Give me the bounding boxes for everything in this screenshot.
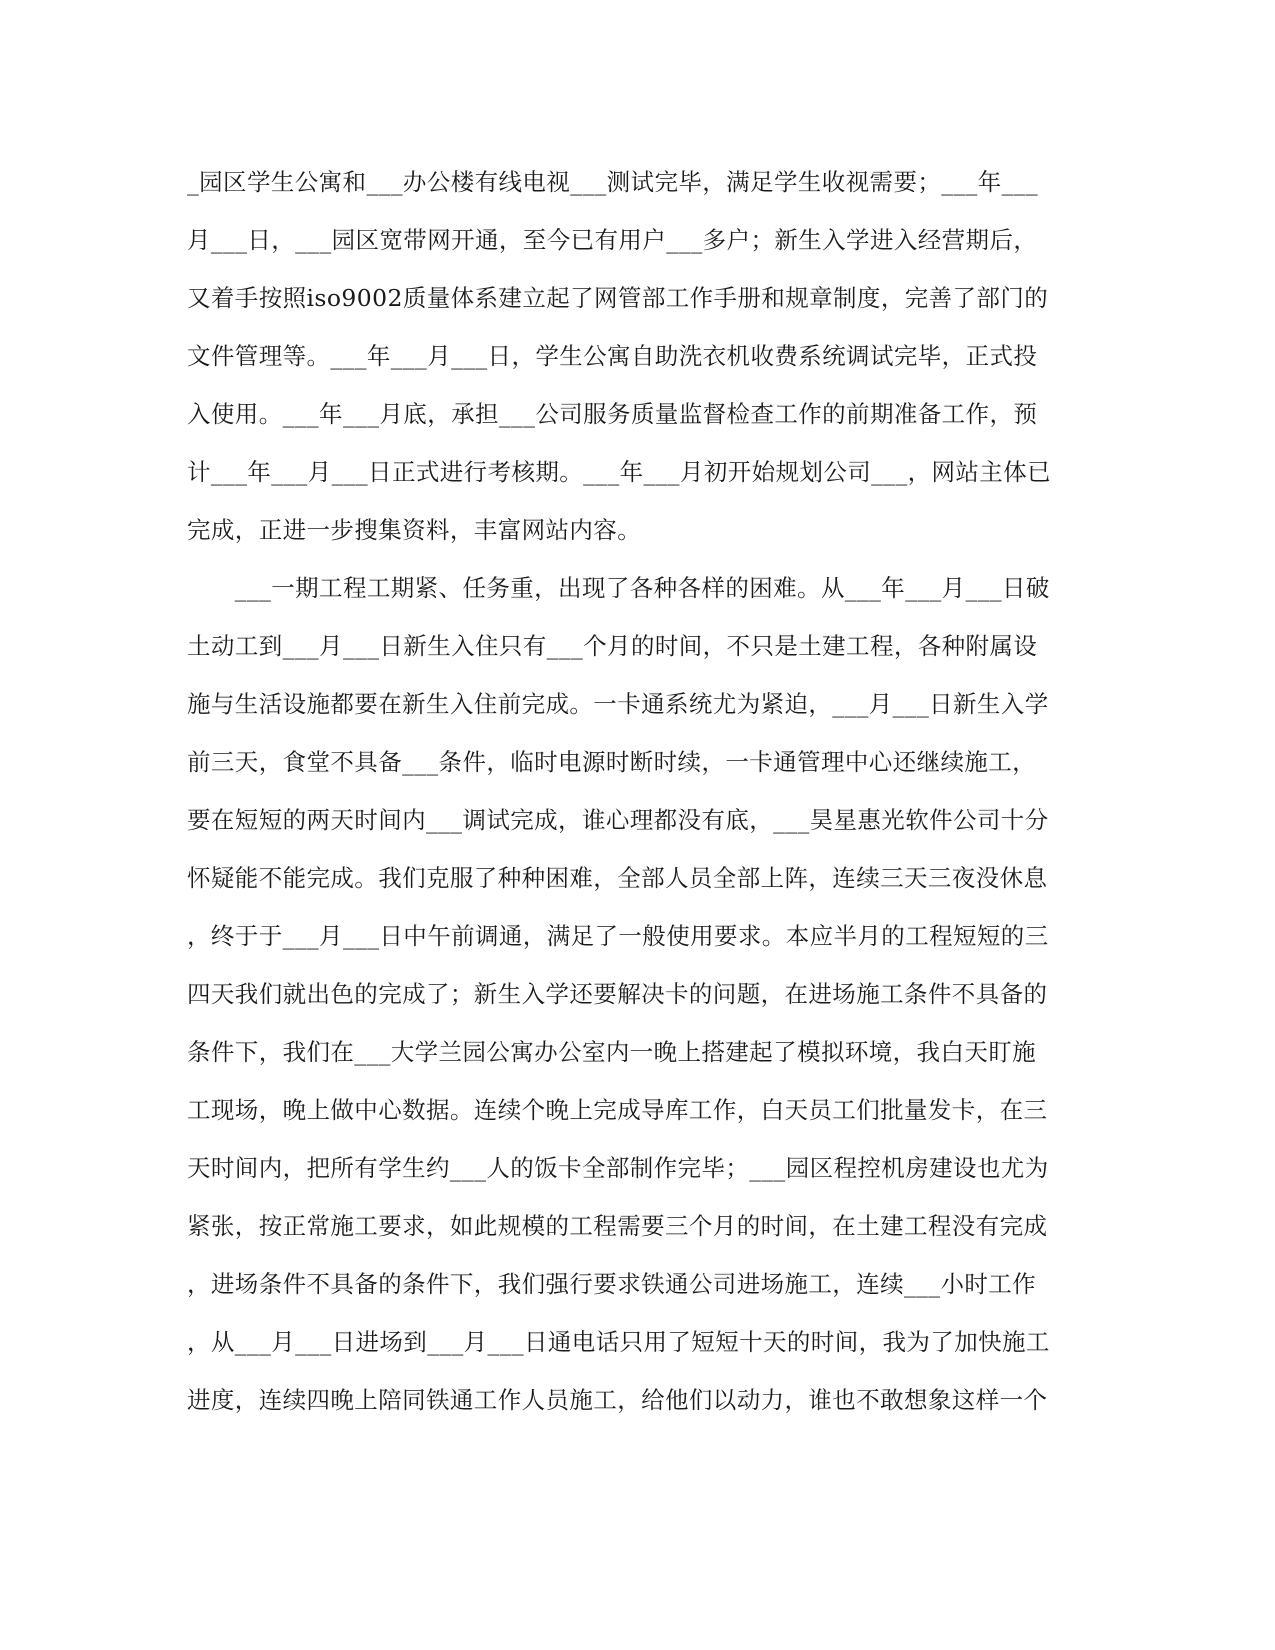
- text-line: 进度，连续四晚上陪同铁通工作人员施工，给他们以动力，谁也不敢想象这样一个: [187, 1386, 1048, 1414]
- text-line: 条件下，我们在___大学兰园公寓办公室内一晚上搭建起了模拟环境，我白天盯施: [187, 1038, 1037, 1066]
- text-line: 计___年___月___日正式进行考核期。___年___月初开始规划公司___，网站主体已: [187, 458, 1051, 486]
- text-line: 紧张，按正常施工要求，如此规模的工程需要三个月的时间，在土建工程没有完成: [187, 1212, 1048, 1240]
- text-line: 前三天，食堂不具备___条件，临时电源时断时续，一卡通管理中心还继续施工，: [187, 748, 1037, 776]
- text-line: 要在短短的两天时间内___调试完成，谁心理都没有底，___昊星惠光软件公司十分: [187, 806, 1049, 834]
- text-line: 施与生活设施都要在新生入住前完成。一卡通系统尤为紧迫，___月___日新生入学: [187, 690, 1049, 718]
- text-line: 土动工到___月___日新生入住只有___个月的时间，不只是土建工程，各种附属设: [187, 632, 1038, 660]
- text-line: 四天我们就出色的完成了；新生入学还要解决卡的问题，在进场施工条件不具备的: [187, 980, 1048, 1008]
- text-line: 完成，正进一步搜集资料，丰富网站内容。: [187, 516, 642, 544]
- paragraph-start-line: ___一期工程工期紧、任务重，出现了各种各样的困难。从___年___月___日破: [187, 574, 1050, 602]
- text-line: ，进场条件不具备的条件下，我们强行要求铁通公司进场施工，连续___小时工作: [187, 1270, 1037, 1298]
- text-line: 文件管理等。___年___月___日，学生公寓自助洗衣机收费系统调试完毕，正式投: [187, 342, 1038, 370]
- text-line: 月___日，___园区宽带网开通，至今已有用户___多户；新生入学进入经营期后，: [187, 226, 1038, 254]
- text-line: ，终于于___月___日中午前调通，满足了一般使用要求。本应半月的工程短短的三: [187, 922, 1049, 950]
- text-line: 怀疑能不能完成。我们克服了种种困难，全部人员全部上阵，连续三天三夜没休息: [187, 864, 1048, 892]
- text-line: 工现场，晚上做中心数据。连续个晚上完成导库工作，白天员工们批量发卡，在三: [187, 1096, 1048, 1124]
- text-line: _园区学生公寓和___办公楼有线电视___测试完毕，满足学生收视需要；___年___: [187, 168, 1039, 196]
- text-line: 入使用。___年___月底，承担___公司服务质量监督检查工作的前期准备工作，预: [187, 400, 1038, 428]
- text-line: ，从___月___日进场到___月___日通电话只用了短短十天的时间，我为了加快施工: [187, 1328, 1050, 1356]
- text-line: 又着手按照iso9002质量体系建立起了网管部工作手册和规章制度，完善了部门的: [187, 284, 1049, 312]
- text-line: 天时间内，把所有学生约___人的饭卡全部制作完毕；___园区程控机房建设也尤为: [187, 1154, 1049, 1182]
